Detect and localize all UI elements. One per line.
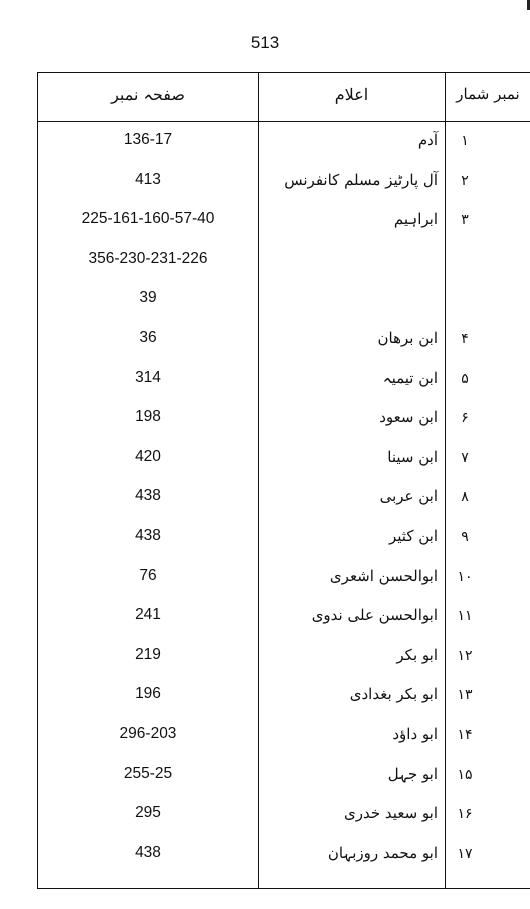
page-numbers-cell: 438 [135,487,161,505]
serial-number-cell: ۳ [461,212,469,229]
table-row [38,517,530,553]
page-numbers-cell: 314 [135,368,161,386]
page-numbers-cell: 198 [135,408,161,426]
page-numbers-cell: 413 [135,170,161,188]
table-row [38,319,530,355]
serial-number-cell: ۲ [461,172,469,189]
header-names: اعلام [334,85,369,104]
page-number: 513 [250,33,280,52]
serial-number-cell: ۱۵ [457,766,473,783]
table-row [38,675,530,711]
index-table [37,72,530,889]
page-numbers-cell: 420 [135,447,161,465]
table-row [38,636,530,672]
name-cell: ابو بکر [396,645,438,664]
page-numbers-cell: 39 [139,289,157,307]
page-numbers-cell: 438 [135,527,161,544]
serial-number-cell: ۱۰ [457,568,473,585]
name-cell: آل پارٹیز مسلم کانفرنس [284,170,438,189]
table-row [38,834,530,870]
page-numbers-cell: 36 [139,329,157,346]
page-numbers-cell: 296-203 [119,725,177,742]
page-numbers-cell: 136-17 [123,131,173,148]
name-cell: ابن تیمیہ [382,368,438,387]
name-cell: ابن سینا [387,447,438,466]
header-page-number: صفحہ نمبر [111,85,185,104]
table-row [38,161,530,197]
page-numbers-cell: 196 [135,685,161,703]
table-row [38,755,530,791]
table-row [38,477,530,513]
name-cell: ابن کثیر [389,527,438,545]
name-cell: ابراہیم [393,210,438,229]
table-row [38,596,530,632]
table-row [38,557,530,593]
page-numbers-cell: 76 [139,566,157,584]
serial-number-cell: ۴ [461,331,469,347]
table-row [38,359,530,395]
table-row [38,398,530,434]
name-cell: ابوالحسن علی ندوی [311,606,438,625]
serial-number-cell: ۱۲ [457,647,473,664]
table-row [38,794,530,830]
name-cell: ابن برھان [377,329,438,347]
table-row [38,438,530,474]
serial-number-cell: ۱۴ [457,727,473,743]
page-numbers-cell: 219 [135,645,161,663]
name-cell: آدم [417,131,438,149]
serial-number-cell: ۵ [461,370,469,387]
page-numbers-cell: 295 [135,804,161,822]
table-row [38,121,530,157]
serial-number-cell: ۱ [461,133,469,149]
name-cell: ابو بکر بغدادی [349,685,438,704]
table-row [38,240,530,276]
table-row [38,279,530,315]
name-cell: ابن عربی [379,487,438,506]
name-cell: ابو محمد روزبہان [327,843,438,862]
serial-number-cell: ۸ [461,489,469,506]
serial-number-cell: ۶ [461,410,469,427]
page-numbers-cell: 255-25 [123,764,173,782]
name-cell: ابو داؤد [392,725,438,743]
table-row [38,715,530,751]
serial-number-cell: ۹ [461,529,469,545]
name-cell: ابن سعود [379,408,438,427]
page-numbers-cell: 241 [135,606,161,624]
page-numbers-cell: 438 [135,843,161,861]
serial-number-cell: ۱۳ [457,687,473,704]
page-numbers-cell: 356-230-231-226 [88,249,208,267]
page-numbers-cell: 225-161-160-57-40 [81,210,215,228]
name-cell: ابوالحسن اشعری [329,566,438,585]
table-row [38,200,530,236]
name-cell: ابو جہل [387,764,438,783]
serial-number-cell: ۱۱ [457,608,473,625]
header-serial-number: نمبر شمار [456,85,520,103]
serial-number-cell: ۷ [461,449,469,466]
serial-number-cell: ۱۶ [457,806,473,823]
name-cell: ابو سعید خدری [344,804,438,823]
table-header [38,73,530,122]
serial-number-cell: ۱۷ [457,845,473,862]
